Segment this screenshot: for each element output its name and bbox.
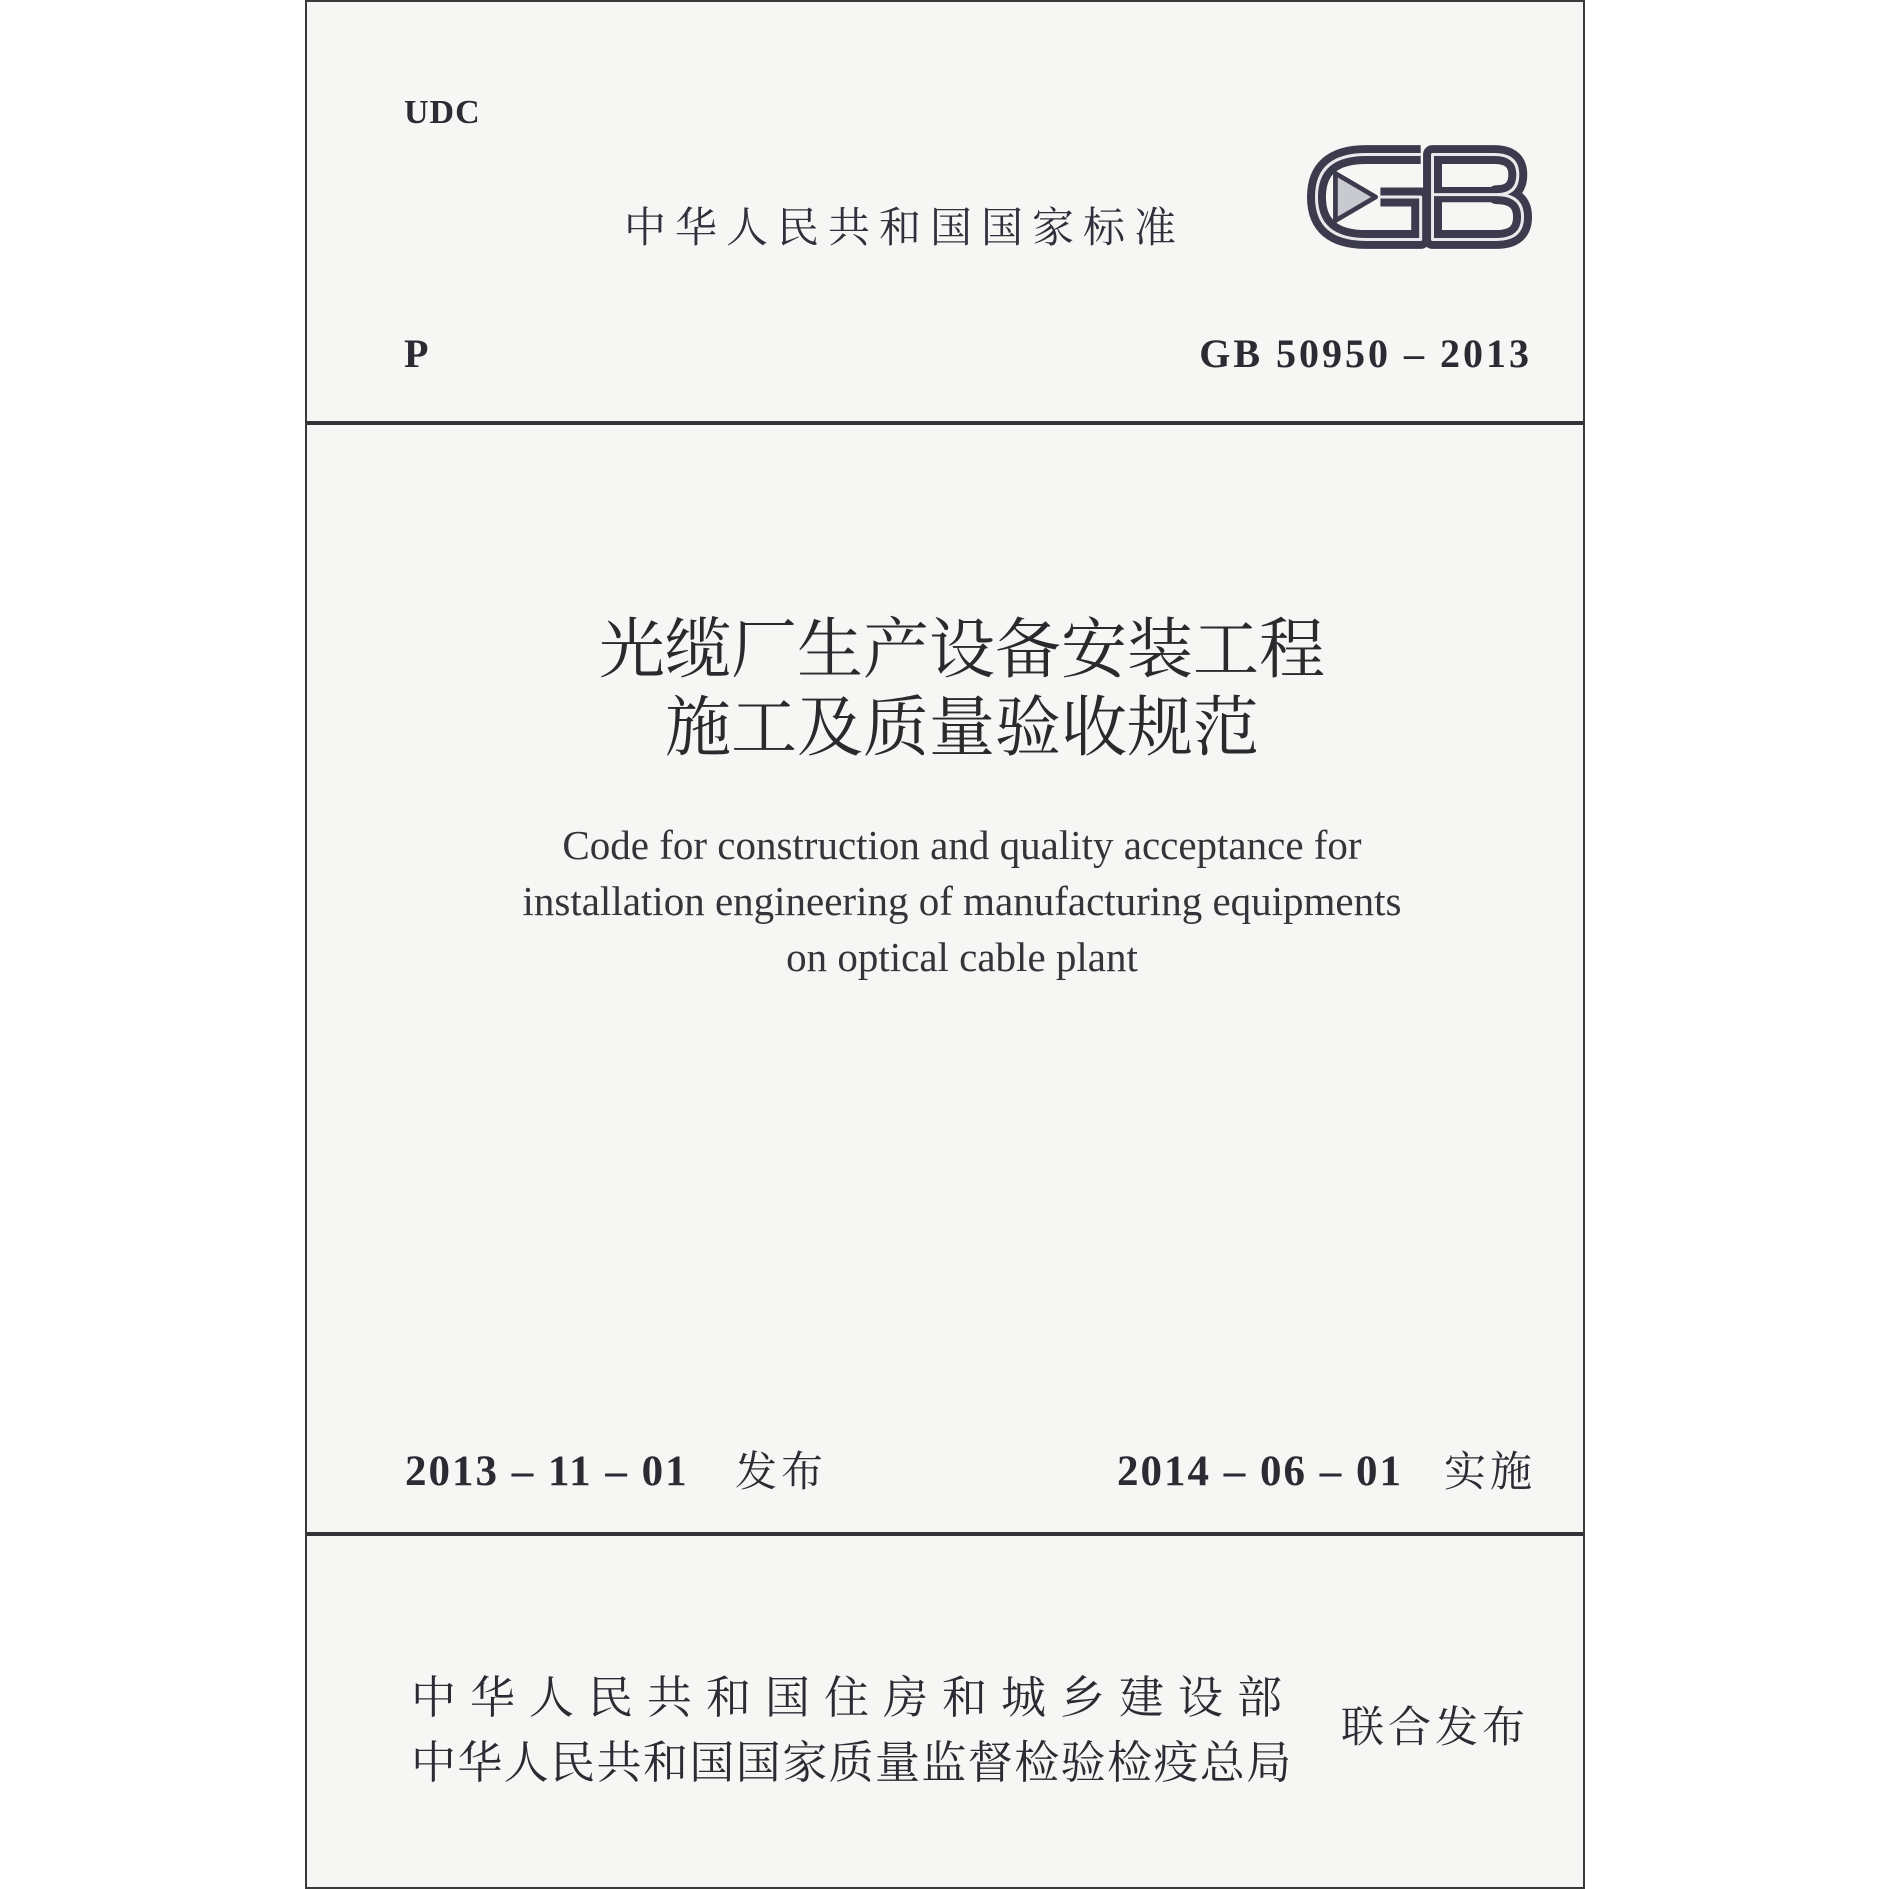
standard-number: GB 50950 – 2013: [1199, 331, 1532, 376]
publisher-line-2: 中华人民共和国国家质量监督检验检疫总局: [411, 1736, 1293, 1789]
gb-logo-bevel: [1335, 173, 1375, 220]
title-en-line-1: Code for construction and quality acceptance for: [562, 822, 1362, 868]
classification-code: P: [404, 331, 429, 376]
publisher-line-1: 中华人民共和国住房和城乡建设部: [411, 1671, 1297, 1724]
bottom-divider: [307, 1532, 1583, 1536]
udc-label: UDC: [404, 94, 481, 131]
title-zh-line-1: 光缆厂生产设备安装工程: [599, 611, 1325, 688]
standard-cover: [305, 0, 1585, 1889]
effective-label: 实施: [1443, 1447, 1536, 1496]
title-en-line-3: on optical cable plant: [786, 934, 1138, 980]
national-standard-heading: 中华人民共和国国家标准: [624, 203, 1186, 252]
issue-label: 发布: [735, 1447, 828, 1496]
title-en-line-2: installation engineering of manufacturing equipments: [522, 878, 1402, 924]
issue-date: 2013 – 11 – 01: [405, 1448, 689, 1495]
joint-publish-label: 联合发布: [1341, 1703, 1529, 1753]
effective-date: 2014 – 06 – 01: [1117, 1448, 1403, 1495]
gb-logo-icon: [1307, 138, 1532, 256]
title-english: [462, 817, 1462, 985]
title-zh-line-2: 施工及质量验收规范: [665, 689, 1259, 766]
top-divider: [307, 421, 1583, 425]
